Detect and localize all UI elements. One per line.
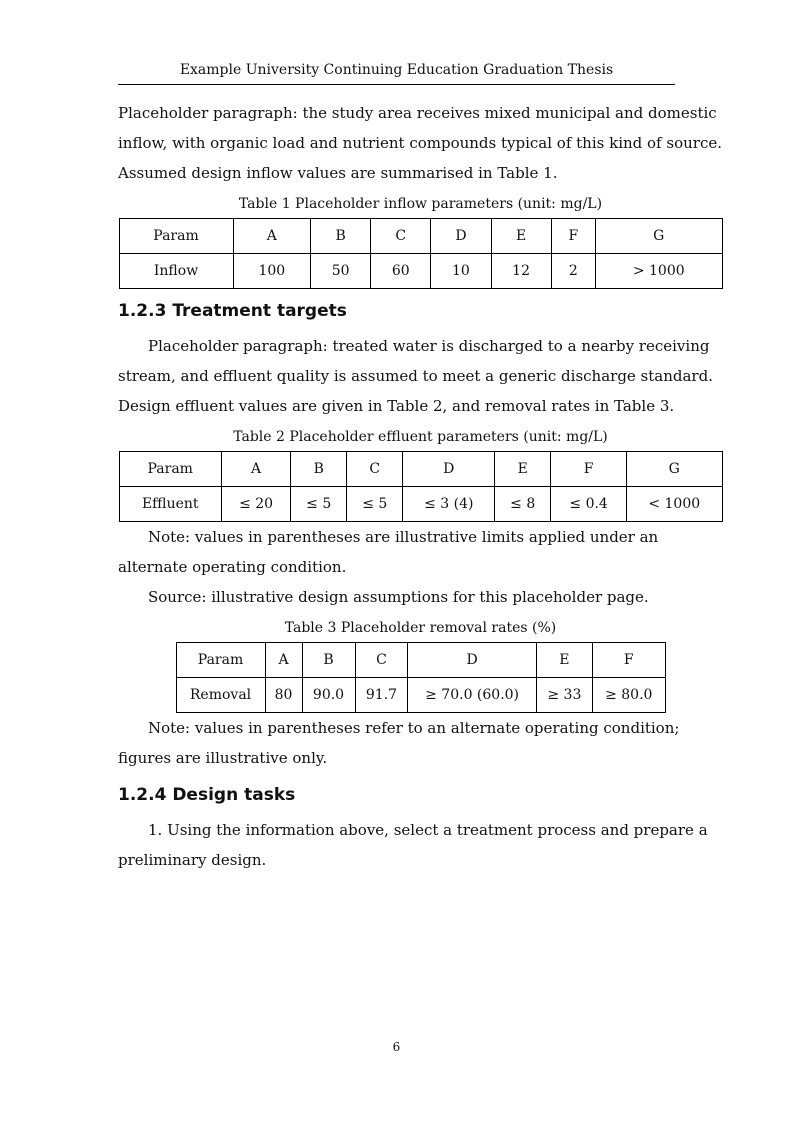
table3-caption: Table 3 Placeholder removal rates (%) bbox=[284, 620, 557, 636]
table-cell: B bbox=[291, 452, 347, 487]
table-cell: 50 bbox=[311, 254, 371, 289]
table2-caption: Table 2 Placeholder effluent parameters (unit: mg/L) bbox=[233, 429, 608, 445]
page-number: 6 bbox=[392, 1040, 401, 1054]
table-cell: ≤ 20 bbox=[221, 487, 290, 522]
note-paragraph: Note: values in parentheses are illustrative limits applied under an alternate operating condition. bbox=[118, 528, 659, 576]
table-cell: ≤ 5 bbox=[347, 487, 403, 522]
table-cell: E bbox=[491, 219, 551, 254]
table-cell: A bbox=[233, 219, 311, 254]
table-cell: 80 bbox=[265, 678, 302, 713]
task-item: 1. Using the information above, select a treatment process and prepare a preliminary design. bbox=[118, 821, 708, 869]
table-cell: D bbox=[431, 219, 491, 254]
table-cell: Param bbox=[176, 643, 265, 678]
section-heading: 1.2.3 Treatment targets bbox=[118, 301, 347, 321]
table-cell: C bbox=[347, 452, 403, 487]
table-cell: F bbox=[551, 219, 595, 254]
table-cell: 91.7 bbox=[355, 678, 408, 713]
table-cell: B bbox=[311, 219, 371, 254]
intro-paragraph: Placeholder paragraph: the study area receives mixed municipal and domestic inflow, with organic load and nutrient compounds typical of this kind of source. Assumed design inflow values are summarised in Table 1. bbox=[118, 104, 722, 182]
table-cell: D bbox=[408, 643, 536, 678]
table-row bbox=[119, 219, 722, 254]
page-header: Example University Continuing Education Graduation Thesis bbox=[118, 62, 675, 85]
table-cell: G bbox=[627, 452, 723, 487]
table-cell: 90.0 bbox=[302, 678, 355, 713]
table-cell: G bbox=[595, 219, 722, 254]
table1 bbox=[119, 218, 723, 289]
table-cell: E bbox=[536, 643, 592, 678]
table-row bbox=[176, 678, 665, 713]
table-cell: F bbox=[593, 643, 665, 678]
table-cell: A bbox=[265, 643, 302, 678]
table-cell: A bbox=[221, 452, 290, 487]
table-cell: ≥ 80.0 bbox=[593, 678, 665, 713]
table-cell: Param bbox=[119, 452, 221, 487]
table-row bbox=[119, 254, 722, 289]
table-cell: 60 bbox=[371, 254, 431, 289]
table-cell: C bbox=[355, 643, 408, 678]
table-cell: ≤ 8 bbox=[495, 487, 551, 522]
table1-caption: Table 1 Placeholder inflow parameters (unit: mg/L) bbox=[238, 196, 603, 212]
table-row bbox=[119, 487, 722, 522]
table-cell: 100 bbox=[233, 254, 311, 289]
table-cell: 12 bbox=[491, 254, 551, 289]
table-cell: ≥ 33 bbox=[536, 678, 592, 713]
table-cell: Param bbox=[119, 219, 233, 254]
section-heading: 1.2.4 Design tasks bbox=[118, 785, 296, 805]
table-cell: D bbox=[403, 452, 495, 487]
table-cell: Inflow bbox=[119, 254, 233, 289]
table-cell: > 1000 bbox=[595, 254, 722, 289]
targets-paragraph: Placeholder paragraph: treated water is discharged to a nearby receiving stream, and effluent quality is assumed to meet a generic discharge standard. Design effluent values are given in Table 2, and removal rates in Table 3. bbox=[118, 337, 713, 415]
table-cell: 10 bbox=[431, 254, 491, 289]
source-paragraph: Source: illustrative design assumptions for this placeholder page. bbox=[148, 588, 649, 606]
table-cell: F bbox=[551, 452, 627, 487]
table-row bbox=[176, 643, 665, 678]
table-cell: Removal bbox=[176, 678, 265, 713]
table-cell: ≥ 70.0 (60.0) bbox=[408, 678, 536, 713]
table-cell: C bbox=[371, 219, 431, 254]
table-cell: ≤ 5 bbox=[291, 487, 347, 522]
table-cell: Effluent bbox=[119, 487, 221, 522]
table-row bbox=[119, 452, 722, 487]
note-paragraph: Note: values in parentheses refer to an alternate operating condition; figures are illustrative only. bbox=[118, 719, 680, 767]
table-cell: 2 bbox=[551, 254, 595, 289]
table-cell: < 1000 bbox=[627, 487, 723, 522]
table-cell: B bbox=[302, 643, 355, 678]
table3 bbox=[176, 642, 666, 713]
table-cell: E bbox=[495, 452, 551, 487]
table-cell: ≤ 3 (4) bbox=[403, 487, 495, 522]
document-body bbox=[118, 98, 723, 875]
table-cell: ≤ 0.4 bbox=[551, 487, 627, 522]
table2 bbox=[119, 451, 723, 522]
